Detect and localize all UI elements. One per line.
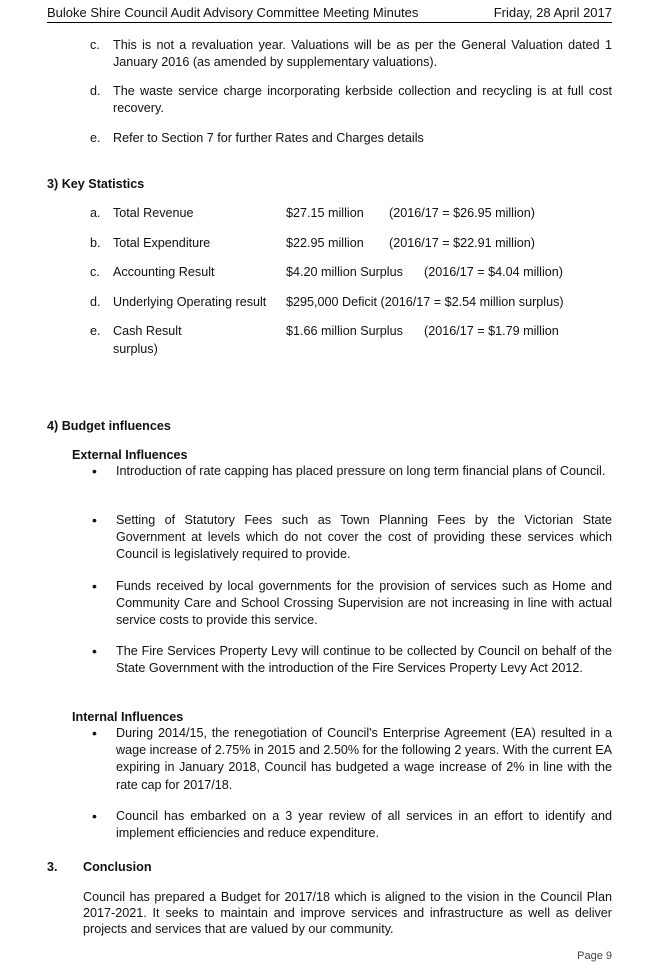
list-item [90, 83, 612, 117]
stat-label: e. [90, 324, 101, 338]
external-influences-heading: External Influences [72, 448, 188, 462]
document-title: Buloke Shire Council Audit Advisory Committee Meeting Minutes [47, 5, 419, 20]
stat-row [90, 294, 612, 312]
stat-label: b. [90, 236, 101, 250]
stat-comparison: (2016/17 = $26.95 million) [389, 206, 535, 220]
bullet-icon: • [92, 578, 97, 594]
stat-row [90, 205, 612, 223]
budget-influences-heading: 4) Budget influences [47, 419, 171, 433]
bullet-icon: • [92, 463, 97, 479]
key-statistics-heading: 3) Key Statistics [47, 177, 145, 191]
bullet-text: Council has embarked on a 3 year review of all services in an effort to identify and implement efficiencies and reduce expenditure. [116, 809, 612, 841]
item-label: e. [90, 131, 101, 145]
stat-name: Accounting Result [113, 265, 215, 279]
list-item [92, 643, 612, 677]
bullet-text: Introduction of rate capping has placed pressure on long term financial plans of Council. [116, 464, 606, 478]
stat-continuation: surplus) [113, 342, 158, 356]
item-text: Refer to Section 7 for further Rates and Charges details [113, 131, 424, 145]
bullet-text: The Fire Services Property Levy will continue to be collected by Council on behalf of the State Government with the introduction of the Fire Services Property Levy Act 2012. [116, 644, 612, 676]
stat-name: Total Revenue [113, 206, 194, 220]
stat-comparison: (2016/17 = $22.91 million) [389, 236, 535, 250]
list-item [92, 463, 612, 480]
bullet-icon: • [92, 725, 97, 741]
stat-value: $1.66 million Surplus [286, 324, 403, 338]
bullet-text: During 2014/15, the renegotiation of Council's Enterprise Agreement (EA) resulted in a wage increase of 2.75% in 2015 and 2.50% for the following 2 years. With the current EA expiring in January 2018, Council has budgeted a wage increase of 2% in line with the rate cap for 2017/18. [116, 726, 612, 792]
list-item [92, 725, 612, 794]
stat-row [90, 323, 612, 359]
list-item [92, 512, 612, 564]
conclusion-paragraph: Council has prepared a Budget for 2017/18 which is aligned to the vision in the Council Plan 2017-2021. It seeks to maintain and improve services and infrastructure as well as deliver projects and services that are valued by our community. [83, 890, 612, 937]
bullet-icon: • [92, 512, 97, 528]
list-item [90, 130, 612, 147]
stat-label: c. [90, 265, 100, 279]
conclusion-number: 3. [47, 860, 58, 874]
stat-name: Cash Result [113, 324, 182, 338]
stat-value: $27.15 million [286, 206, 364, 220]
stat-row [90, 235, 612, 253]
bullet-text: Funds received by local governments for the provision of services such as Home and Community Care and School Crossing Supervision are not increasing in line with actual service costs to provide this service. [116, 579, 612, 628]
list-item [92, 808, 612, 842]
stat-comparison: (2016/17 = $4.04 million) [424, 265, 563, 279]
stat-row [90, 264, 612, 282]
item-label: c. [90, 38, 100, 52]
conclusion-heading: Conclusion [83, 860, 152, 874]
item-text: The waste service charge incorporating kerbside collection and recycling is at full cost recovery. [113, 84, 612, 116]
bullet-icon: • [92, 808, 97, 824]
item-label: d. [90, 84, 101, 98]
bullet-icon: • [92, 643, 97, 659]
item-text: This is not a revaluation year. Valuations will be as per the General Valuation dated 1 January 2016 (as amended by supplementary valuations). [113, 38, 612, 70]
stat-value: $295,000 Deficit (2016/17 = $2.54 million surplus) [286, 295, 564, 309]
list-item [92, 578, 612, 630]
bullet-text: Setting of Statutory Fees such as Town Planning Fees by the Victorian State Government at levels which do not cover the cost of providing these services which Council is legislatively required to provide. [116, 513, 612, 562]
stat-label: d. [90, 295, 101, 309]
stat-value: $4.20 million Surplus [286, 265, 403, 279]
meeting-date: Friday, 28 April 2017 [493, 5, 612, 20]
stat-comparison: (2016/17 = $1.79 million [424, 324, 559, 338]
stat-name: Underlying Operating result [113, 295, 267, 309]
page-header [47, 4, 612, 23]
internal-influences-heading: Internal Influences [72, 710, 184, 724]
stat-label: a. [90, 206, 101, 220]
list-item [90, 37, 612, 71]
stat-name: Total Expenditure [113, 236, 211, 250]
page-number: Page 9 [577, 950, 612, 962]
stat-value: $22.95 million [286, 236, 364, 250]
